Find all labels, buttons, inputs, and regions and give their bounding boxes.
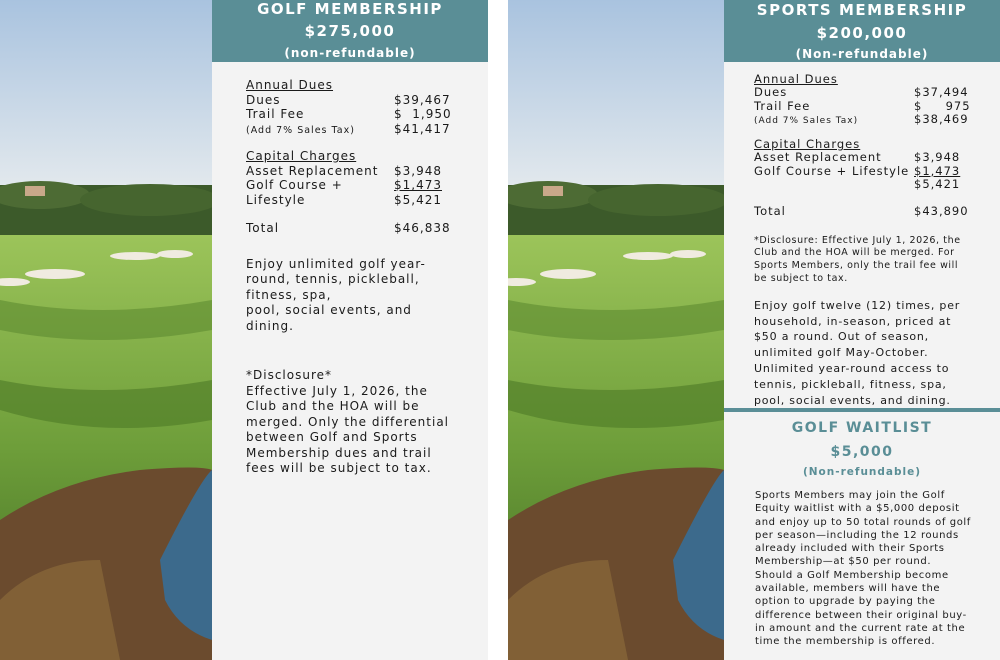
section-divider xyxy=(724,408,1000,412)
sports-asset-label: Asset Replacement xyxy=(754,150,882,165)
sports-total-value: $43,890 xyxy=(914,204,969,219)
golf-annual-dues-heading: Annual Dues xyxy=(246,78,334,92)
golf-course-photo-right xyxy=(508,0,724,660)
golf-description-line: Enjoy unlimited golf year- xyxy=(246,256,426,271)
sports-capital-subtotal: $5,421 xyxy=(914,177,961,192)
golf-membership-panel xyxy=(212,0,488,660)
golf-course-label: Golf Course + xyxy=(246,178,343,192)
waitlist-note: (Non-refundable) xyxy=(802,466,922,478)
waitlist-description-line: Membership—at $50 per round. xyxy=(755,556,932,568)
golf-asset-value: $3,948 xyxy=(394,163,442,178)
golf-dues-value: $39,467 xyxy=(394,92,451,107)
golf-description-line: fitness, spa, xyxy=(246,287,332,302)
sports-asset-value: $3,948 xyxy=(914,150,961,165)
sports-dues-label: Dues xyxy=(754,85,788,100)
sports-membership-header xyxy=(724,0,1000,62)
golf-disclosure-line: fees will be subject to tax. xyxy=(246,461,432,475)
sports-membership-note: (Non-refundable) xyxy=(795,47,929,61)
sports-tax-label: (Add 7% Sales Tax) xyxy=(754,115,859,126)
sports-disclosure-line: Club and the HOA will be merged. For xyxy=(754,247,955,259)
sports-description-line: pool, social events, and dining. xyxy=(754,393,951,407)
sports-description-line: tennis, pickleball, fitness, spa, xyxy=(754,377,947,391)
waitlist-description-line: option to upgrade by paying the xyxy=(755,596,936,608)
golf-membership-title: GOLF MEMBERSHIP xyxy=(257,0,443,18)
golf-waitlist-section xyxy=(724,420,1000,649)
sports-golf-course-label: Golf Course + Lifestyle xyxy=(754,163,910,178)
waitlist-description-line: Sports Members may join the Golf xyxy=(755,490,945,501)
waitlist-description xyxy=(755,489,1000,649)
sports-disclosure xyxy=(754,235,994,286)
golf-lifestyle-value: $5,421 xyxy=(394,192,442,207)
waitlist-price: $5,000 xyxy=(830,444,894,460)
golf-disclosure-line: Effective July 1, 2026, the xyxy=(246,383,428,398)
golf-membership-header xyxy=(212,0,488,62)
waitlist-description-line: time the membership is offered. xyxy=(755,636,936,648)
golf-description-line: round, tennis, pickleball, xyxy=(246,272,420,286)
golf-total-value: $46,838 xyxy=(394,221,451,235)
golf-description-line: pool, social events, and xyxy=(246,303,412,317)
sports-trail-fee-value: $ 975 xyxy=(914,98,971,113)
golf-description-line: dining. xyxy=(246,318,294,333)
golf-capital-heading: Capital Charges xyxy=(246,149,357,163)
waitlist-description-line: difference between their original buy- xyxy=(755,609,967,621)
golf-tax-label: (Add 7% Sales Tax) xyxy=(246,124,355,136)
sports-dues-value: $37,494 xyxy=(914,85,969,100)
sports-membership-panel xyxy=(724,0,1000,660)
sports-description-line: Enjoy golf twelve (12) times, per xyxy=(754,298,961,312)
golf-trail-fee-value: $ 1,950 xyxy=(394,107,452,121)
sports-membership-title: SPORTS MEMBERSHIP xyxy=(756,1,968,19)
golf-asset-label: Asset Replacement xyxy=(246,163,379,178)
sports-description-line: $50 a round. Out of season, xyxy=(754,330,929,344)
waitlist-description-line: Should a Golf Membership become xyxy=(755,569,949,581)
golf-course-value: $1,473 xyxy=(394,178,442,192)
golf-tax-value: $41,417 xyxy=(394,121,451,136)
waitlist-description-line: in amount and the current rate at the xyxy=(755,622,966,634)
golf-disclosure-line: *Disclosure* xyxy=(246,368,333,382)
waitlist-description-line: already included with their Sports xyxy=(755,543,945,555)
sports-capital-heading: Capital Charges xyxy=(754,137,861,152)
sports-description-line: unlimited golf May-October. xyxy=(754,346,929,360)
sports-trail-fee-label: Trail Fee xyxy=(754,98,811,113)
waitlist-description-line: per season—including the 12 rounds xyxy=(755,529,959,541)
sports-disclosure-line: *Disclosure: Effective July 1, 2026, the xyxy=(754,234,961,246)
golf-disclosure-line: Membership dues and trail xyxy=(246,445,432,460)
sports-golf-course-value: $1,473 xyxy=(914,163,961,178)
golf-membership-note: (non-refundable) xyxy=(284,46,416,60)
sports-total-label: Total xyxy=(754,204,786,219)
page-gutter xyxy=(488,0,508,660)
golf-disclosure-line: merged. Only the differential xyxy=(246,414,450,429)
golf-disclosure xyxy=(246,368,476,477)
golf-trail-fee-label: Trail Fee xyxy=(246,107,305,121)
golf-dues-label: Dues xyxy=(246,92,281,107)
waitlist-description-line: Equity waitlist with a $5,000 deposit xyxy=(755,503,960,515)
golf-total-label: Total xyxy=(246,221,280,235)
golf-disclosure-line: between Golf and Sports xyxy=(246,430,418,444)
golf-description xyxy=(246,257,476,335)
sports-annual-dues-heading: Annual Dues xyxy=(754,72,838,86)
golf-disclosure-line: Club and the HOA will be xyxy=(246,399,420,413)
sports-description-line: household, in-season, priced at xyxy=(754,314,952,328)
waitlist-title: GOLF WAITLIST xyxy=(791,420,933,436)
waitlist-description-line: and enjoy up to 50 total rounds of golf xyxy=(755,516,971,528)
sports-disclosure-line: Sports Members, only the trail fee will xyxy=(754,260,959,272)
sports-description-line: Unlimited year-round access to xyxy=(754,362,950,376)
sports-membership-price: $200,000 xyxy=(816,24,908,42)
golf-membership-price: $275,000 xyxy=(304,22,396,40)
sports-disclosure-line: be subject to tax. xyxy=(754,273,848,285)
sports-tax-value: $38,469 xyxy=(914,111,969,126)
golf-lifestyle-label: Lifestyle xyxy=(246,192,306,207)
waitlist-description-line: available, members will have the xyxy=(755,583,941,595)
golf-course-photo-left xyxy=(0,0,212,660)
sports-description xyxy=(754,298,994,409)
